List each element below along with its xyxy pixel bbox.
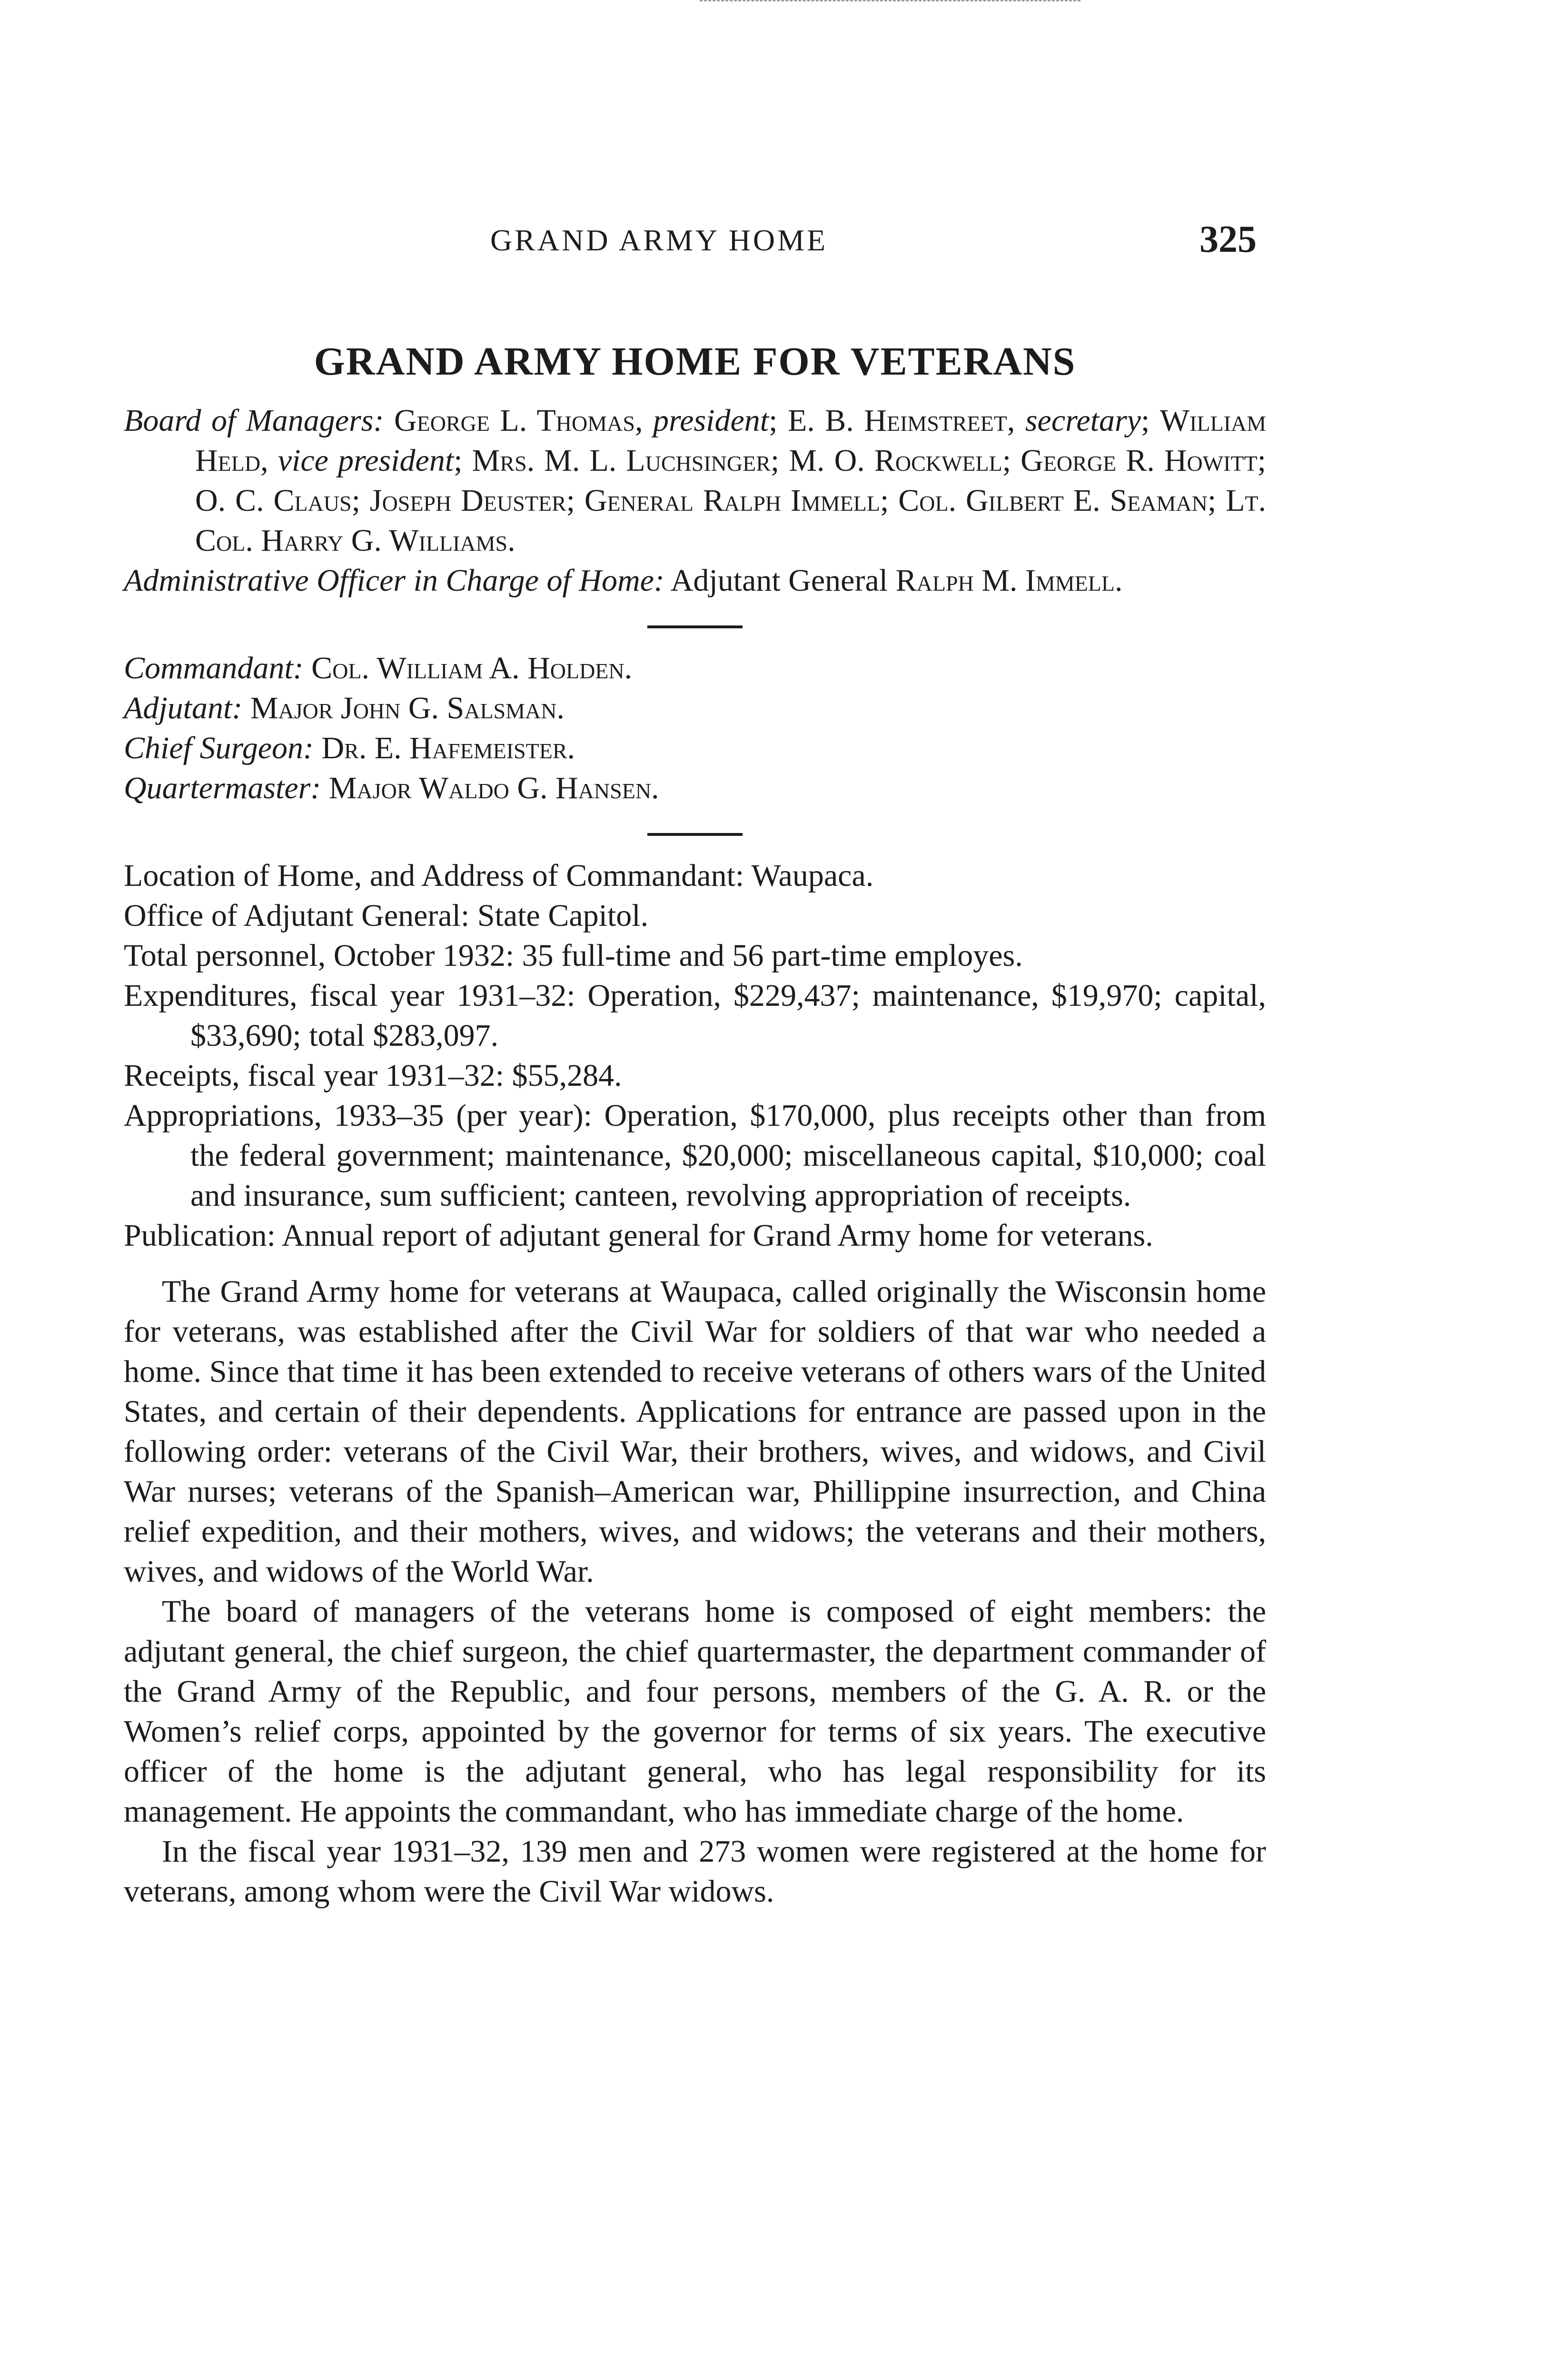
section-divider [647, 833, 743, 836]
administrative-label: Administrative Officer in Charge of Home: [124, 563, 664, 598]
officer-label: Adjutant: [124, 691, 243, 725]
administrative-name: Ralph M. Immell. [895, 563, 1123, 598]
board-member-name: George L. Thomas [394, 403, 635, 438]
administrative-officer [124, 561, 1266, 601]
officer-list [124, 648, 1266, 808]
body-paragraph: The board of managers of the veterans home is composed of eight members: the adjutant general, the chief surgeon, the chief quartermaster, the department commander of the Grand Army of the Republic, and four persons, members of the G. A. R. or the Women’s relief corps, appointed by the governor for terms of six years. The executive officer of the home is the adjutant general, who has legal responsibility for its management. He appoints the commandant, who has immediate charge of the home. [124, 1594, 1266, 1829]
fact-location: Location of Home, and Address of Commandant: Waupaca. [124, 858, 874, 893]
officer-label: Quartermaster: [124, 771, 321, 805]
fact-publication: Publication: Annual report of adjutant general for Grand Army home for veterans. [124, 1218, 1153, 1253]
section-divider [647, 625, 743, 628]
board-member-name: Lt. Col. Harry G. Williams [195, 483, 1267, 558]
officer-label: Chief Surgeon: [124, 731, 314, 765]
body-paragraph: The Grand Army home for veterans at Waupaca, called originally the Wisconsin home for veterans, was established after the Civil War for soldiers of that war who needed a home. Since that time it has been extended to receive veterans of others wars of the United States, and certain of their dependents. Applications for entrance are passed upon in the following order: veterans of the Civil War, their brothers, wives, and widows, and Civil War nurses; veterans of the Spanish–American war, Phillippine insurrection, and China relief expedition, and their mothers, wives, and widows; the veterans and their mothers, wives, and widows of the World War. [124, 1274, 1266, 1589]
fact-office: Office of Adjutant General: State Capitol. [124, 898, 649, 933]
facts-list [124, 856, 1266, 1256]
board-of-managers [124, 401, 1266, 561]
board-member-name: William Held [195, 403, 1267, 478]
board-member-name: Col. Gilbert E. Seaman [898, 483, 1208, 518]
board-member-role: secretary [1025, 403, 1141, 438]
officer-name: Col. William A. Holden. [311, 651, 633, 685]
board-member-role: vice president [277, 443, 454, 478]
running-title: GRAND ARMY HOME [490, 223, 828, 257]
officer-name: Dr. E. Hafemeister. [321, 731, 575, 765]
fact-receipts: Receipts, fiscal year 1931–32: $55,284. [124, 1058, 622, 1093]
page-number: 325 [1199, 218, 1257, 260]
running-header [124, 218, 1257, 280]
fact-appropriations: Appropriations, 1933–35 (per year): Operation, $170,000, plus receipts other than from the federal government; maintenance, $20,000; miscellaneous capital, $10,000; coal and insurance, sum sufficient; canteen, revolving appropriation of receipts. [124, 1098, 1266, 1213]
body-paragraph: In the fiscal year 1931–32, 139 men and 273 women were registered at the home for veterans, among whom were the Civil War widows. [124, 1834, 1266, 1909]
board-member-name: E. B. Heimstreet [787, 403, 1007, 438]
board-member-role: president [653, 403, 769, 438]
board-member-name: Mrs. M. L. Luchsinger [472, 443, 771, 478]
board-member-name: George R. Howitt [1021, 443, 1258, 478]
fact-personnel: Total personnel, October 1932: 35 full-time and 56 part-time employes. [124, 938, 1023, 973]
officer-commandant [124, 648, 1266, 688]
board-label: Board of Managers: [124, 403, 384, 438]
board-member-name: O. C. Claus [195, 483, 352, 518]
officer-name: Major John G. Salsman. [250, 691, 565, 725]
board-member-name: M. O. Rockwell [789, 443, 1002, 478]
board-member-name: General Ralph Immell [584, 483, 880, 518]
page-title: GRAND ARMY HOME FOR VETERANS [314, 339, 1076, 384]
officer-chief-surgeon [124, 728, 1266, 768]
fact-expenditures: Expenditures, fiscal year 1931–32: Operation, $229,437; maintenance, $19,970; capital, $33,690; total $283,097. [124, 978, 1266, 1053]
board-member-list: George L. Thomas, president; E. B. Heimstreet, secretary; William Held, vice president; Mrs. M. L. Luchsinger; M. O. Rockwell; George R. Howitt; O. C. Claus; Joseph Deuster; General Ralph Immell; Col. Gilbert E. Seaman; Lt. Col. Harry G. Williams. [195, 403, 1267, 558]
officer-label: Commandant: [124, 651, 304, 685]
scan-edge-mark [700, 0, 1080, 5]
page-content [124, 333, 1266, 1912]
administrative-title: Adjutant General [670, 563, 888, 598]
officer-adjutant [124, 688, 1266, 728]
board-member-name: Joseph Deuster [369, 483, 566, 518]
officer-quartermaster [124, 768, 1266, 808]
officer-name: Major Waldo G. Hansen. [328, 771, 659, 805]
